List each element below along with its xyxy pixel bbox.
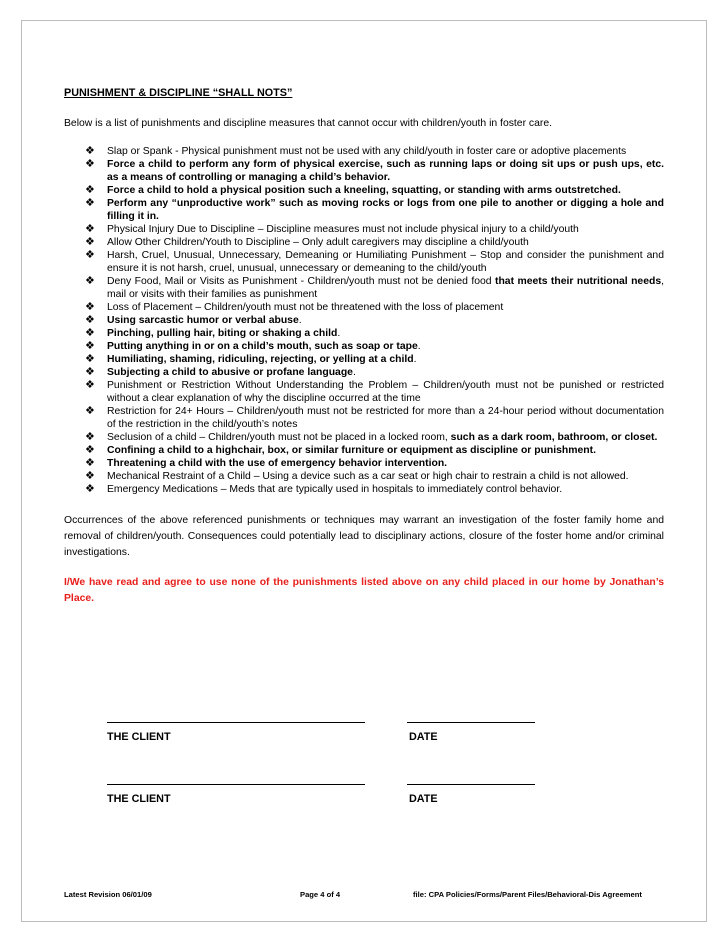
list-item	[83, 405, 664, 431]
diamond-bullet-icon: ❖	[85, 444, 95, 456]
list-item	[83, 444, 664, 457]
diamond-bullet-icon: ❖	[85, 301, 95, 313]
list-item	[83, 275, 664, 301]
list-item-text: Slap or Spank - Physical punishment must not be used with any child/youth in foster care or adoptive placements	[107, 146, 627, 157]
list-item-text: such as a dark room, bathroom, or closet.	[450, 432, 658, 443]
list-item-text: Emergency Medications – Meds that are typically used in hospitals to immediately control behavior.	[107, 484, 563, 495]
client-signature-line[interactable]	[107, 784, 365, 785]
list-item-text: Perform any “unproductive work” such as moving rocks or logs from one pile to another or digging a hole and filling it in.	[107, 198, 664, 222]
list-item-text: Punishment or Restriction Without Understanding the Problem – Children/youth must not be punished or restricted without a clear explanation of why the discipline occurred at the time	[107, 380, 664, 404]
list-item	[83, 379, 664, 405]
list-item-text: Using sarcastic humor or verbal abuse	[107, 315, 299, 326]
diamond-bullet-icon: ❖	[85, 158, 95, 170]
list-item	[83, 301, 664, 314]
list-item-text: Mechanical Restraint of a Child – Using a device such as a car seat or high chair to restrain a child is not allowed.	[107, 471, 629, 482]
document-body	[64, 87, 664, 607]
list-item	[83, 223, 664, 236]
list-item	[83, 236, 664, 249]
list-item	[83, 314, 664, 327]
date-signature-line[interactable]	[407, 722, 535, 723]
date-signature-line[interactable]	[407, 784, 535, 785]
list-item-text: Physical Injury Due to Discipline – Discipline measures must not include physical injury to a child/youth	[107, 224, 579, 235]
diamond-bullet-icon: ❖	[85, 197, 95, 209]
list-item	[83, 457, 664, 470]
list-item	[83, 158, 664, 184]
date-label: DATE	[409, 731, 438, 743]
list-item	[83, 470, 664, 483]
diamond-bullet-icon: ❖	[85, 431, 95, 443]
diamond-bullet-icon: ❖	[85, 275, 95, 287]
occurrences-paragraph: Occurrences of the above referenced punishments or techniques may warrant an investigation of the foster family home and removal of children/youth. Consequences could potentially lead to disciplinary actions, closure of the foster home and/or criminal investigations.	[64, 515, 664, 558]
list-item-text: .	[337, 328, 341, 339]
footer-revision: Latest Revision 06/01/09	[64, 890, 152, 899]
diamond-bullet-icon: ❖	[85, 184, 95, 196]
list-item-text: Subjecting a child to abusive or profane language	[107, 367, 353, 378]
list-item-text: Force a child to hold a physical position such a kneeling, squatting, or standing with arms outstretched.	[107, 185, 621, 196]
list-item	[83, 145, 664, 158]
list-item	[83, 366, 664, 379]
list-item	[83, 327, 664, 340]
footer-page-number: Page 4 of 4	[300, 890, 341, 899]
list-item-text: Confining a child to a highchair, box, or similar furniture or equipment as discipline or punishment.	[107, 445, 596, 456]
diamond-bullet-icon: ❖	[85, 314, 95, 326]
client-label: THE CLIENT	[107, 731, 171, 743]
list-item-text: .	[352, 367, 356, 378]
diamond-bullet-icon: ❖	[85, 327, 95, 339]
diamond-bullet-icon: ❖	[85, 457, 95, 469]
diamond-bullet-icon: ❖	[85, 379, 95, 391]
diamond-bullet-icon: ❖	[85, 236, 95, 248]
diamond-bullet-icon: ❖	[85, 483, 95, 495]
list-item-text: Force a child to perform any form of physical exercise, such as running laps or doing sit ups or push ups, etc. as a means of controlling or managing a child’s behavior.	[107, 159, 664, 183]
diamond-bullet-icon: ❖	[85, 405, 95, 417]
signature-row-2	[107, 784, 547, 824]
list-item	[83, 483, 664, 496]
list-item-text: Humiliating, shaming, ridiculing, rejecting, or yelling at a child	[107, 354, 414, 365]
intro-text: Below is a list of punishments and discipline measures that cannot occur with children/youth in foster care.	[64, 118, 553, 129]
list-item	[83, 353, 664, 366]
list-item-text: Allow Other Children/Youth to Discipline – Only adult caregivers may discipline a child/youth	[107, 237, 529, 248]
document-title: PUNISHMENT & DISCIPLINE “SHALL NOTS”	[64, 87, 293, 99]
list-item	[83, 431, 664, 444]
list-item	[83, 197, 664, 223]
list-item-text: .	[413, 354, 417, 365]
diamond-bullet-icon: ❖	[85, 249, 95, 261]
signature-row-1	[107, 722, 547, 762]
list-item-text: Putting anything in or on a child’s mouth, such as soap or tape	[107, 341, 418, 352]
list-item	[83, 249, 664, 275]
list-item-text: Threatening a child with the use of emergency behavior intervention.	[107, 458, 448, 469]
footer-file-path: file: CPA Policies/Forms/Parent Files/Behavioral-Dis Agreement	[413, 890, 642, 899]
diamond-bullet-icon: ❖	[85, 340, 95, 352]
date-label: DATE	[409, 793, 438, 805]
diamond-bullet-icon: ❖	[85, 366, 95, 378]
list-item-text: that meets their nutritional needs	[494, 276, 662, 287]
agreement-statement: I/We have read and agree to use none of the punishments listed above on any child placed in our home by Jonathan’s Place.	[64, 577, 664, 604]
diamond-bullet-icon: ❖	[85, 223, 95, 235]
rules-list	[64, 145, 664, 496]
diamond-bullet-icon: ❖	[85, 353, 95, 365]
list-item-text: , mail or visits with their families as punishment	[107, 276, 665, 300]
list-item	[83, 184, 664, 197]
diamond-bullet-icon: ❖	[85, 470, 95, 482]
list-item-text: Harsh, Cruel, Unusual, Unnecessary, Demeaning or Humiliating Punishment – Stop and consider the punishment and ensure it is not harsh, cruel, unusual, unnecessary or demeaning to the child/youth	[107, 250, 664, 274]
list-item-text: Pinching, pulling hair, biting or shaking a child	[107, 328, 338, 339]
client-signature-line[interactable]	[107, 722, 365, 723]
list-item	[83, 340, 664, 353]
list-item-text: .	[417, 341, 421, 352]
list-item-text: Restriction for 24+ Hours – Children/youth must not be restricted for more than a 24-hour period without documentation of the restriction in the child/youth’s notes	[107, 406, 664, 430]
list-item-text: .	[298, 315, 302, 326]
list-item-text: Loss of Placement – Children/youth must not be threatened with the loss of placement	[107, 302, 504, 313]
list-item-text: Seclusion of a child – Children/youth must not be placed in a locked room,	[107, 432, 451, 443]
diamond-bullet-icon: ❖	[85, 145, 95, 157]
list-item-text: Deny Food, Mail or Visits as Punishment - Children/youth must not be denied food	[107, 276, 495, 287]
client-label: THE CLIENT	[107, 793, 171, 805]
